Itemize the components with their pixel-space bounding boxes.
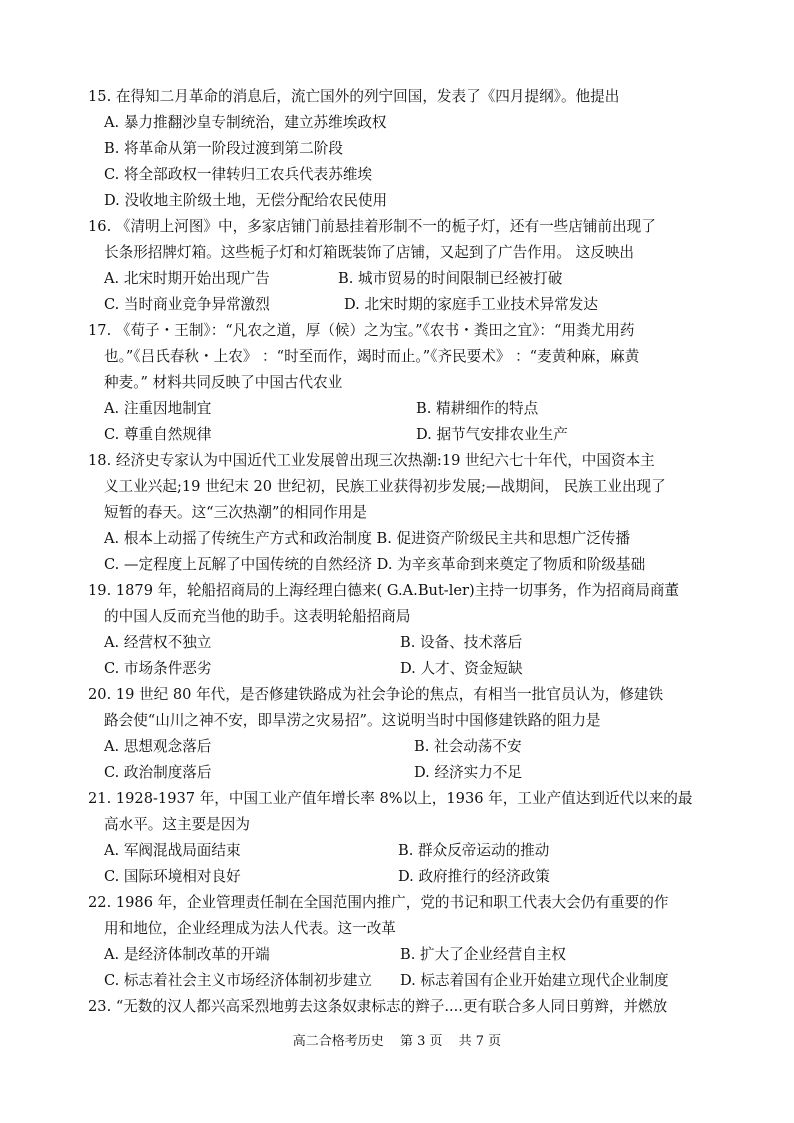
option-d: D. 北宋时期的家庭手工业技术异常发达 bbox=[344, 296, 598, 313]
option-row bbox=[88, 292, 714, 318]
option-b: B. 精耕细作的特点 bbox=[416, 400, 539, 417]
question-18 bbox=[88, 448, 714, 578]
option-b: B. 将革命从第一阶段过渡到第二阶段 bbox=[104, 140, 343, 157]
question-stem-continued: 的中国人反而充当他的助手。这表明轮船招商局 bbox=[104, 608, 411, 625]
question-stem-continued: 长条形招牌灯箱。这些栀子灯和灯箱既装饰了店铺，又起到了广告作用。 这反映出 bbox=[104, 244, 635, 261]
option-d: D. 标志着国有企业开始建立现代企业制度 bbox=[400, 972, 669, 989]
option-a: A. 思想观念落后 bbox=[104, 738, 212, 755]
question-stem-continued: 路会使“山川之神不安，即旱涝之灾易招”。这说明当时中国修建铁路的阻力是 bbox=[104, 712, 601, 729]
option-c: C. 当时商业竞争异常激烈 bbox=[104, 296, 270, 313]
option-row bbox=[88, 864, 714, 890]
question-stem-continued: 短暂的春天。这“三次热潮”的相同作用是 bbox=[104, 504, 368, 521]
question-22 bbox=[88, 890, 714, 994]
exam-page bbox=[88, 84, 714, 1020]
option-row bbox=[88, 734, 714, 760]
option-row bbox=[88, 656, 714, 682]
option-b: B. 群众反帝运动的推动 bbox=[398, 842, 550, 859]
option-a: A. 军阀混战局面结束 bbox=[104, 842, 241, 859]
option-row bbox=[88, 630, 714, 656]
option-row-ab: A. 根本上动摇了传统生产方式和政治制度 B. 促进资产阶级民主共和思想广泛传播 bbox=[104, 530, 631, 547]
footer-total-pages: 共 7 页 bbox=[458, 1034, 502, 1049]
option-a: A. 北宋时期开始出现广告 bbox=[104, 270, 270, 287]
option-row bbox=[88, 942, 714, 968]
option-b: B. 扩大了企业经营自主权 bbox=[400, 946, 566, 963]
option-a: A. 经营权不独立 bbox=[104, 634, 212, 651]
question-stem: 16. 《清明上河图》中，多家店铺门前悬挂着形制不一的栀子灯，还有一些店铺前出现了 bbox=[88, 218, 656, 235]
option-d: D. 据节气安排农业生产 bbox=[416, 426, 568, 443]
question-stem: 23. “无数的汉人都兴高采烈地剪去这条奴隶标志的辫子....更有联合多人同日剪辫，并燃放 bbox=[88, 998, 668, 1015]
option-row-cd: C. —定程度上瓦解了中国传统的自然经济 D. 为辛亥革命到来奠定了物质和阶级基础 bbox=[104, 556, 646, 573]
question-stem: 17. 《荀子・王制》：“凡农之道，厚（候）之为宝。”《农书・粪田之宜》：“用粪尤用药 bbox=[88, 322, 635, 339]
question-21 bbox=[88, 786, 714, 890]
option-row bbox=[88, 760, 714, 786]
question-stem-continued: 也。”《吕氏春秋・上农》 ：“时至而作，竭时而止。”《齐民要术》 ：“麦黄种麻，麻黄 bbox=[104, 348, 640, 365]
question-stem: 19. 1879 年，轮船招商局的上海经理白德来( G.A.But-ler)主持一切事务，作为招商局商董 bbox=[88, 582, 680, 599]
option-c: C. 市场条件恶劣 bbox=[104, 660, 212, 677]
question-stem: 21. 1928-1937 年，中国工业产值年增长率 8%以上，1936 年，工业产值达到近代以来的最 bbox=[88, 790, 693, 807]
question-20 bbox=[88, 682, 714, 786]
option-c: C. 标志着社会主义市场经济体制初步建立 bbox=[104, 972, 373, 989]
question-stem-continued: 种麦。” 材料共同反映了中国古代农业 bbox=[104, 374, 343, 391]
question-16 bbox=[88, 214, 714, 318]
question-17 bbox=[88, 318, 714, 448]
option-row bbox=[88, 968, 714, 994]
question-23 bbox=[88, 994, 714, 1020]
question-stem: 15. 在得知二月革命的消息后，流亡国外的列宁回国，发表了《四月提纲》。他提出 bbox=[88, 88, 620, 105]
option-row bbox=[88, 838, 714, 864]
footer-subject: 高二合格考历史 bbox=[292, 1034, 384, 1049]
option-row bbox=[88, 422, 714, 448]
footer-page-number: 第 3 页 bbox=[399, 1034, 443, 1049]
option-d: D. 人才、资金短缺 bbox=[400, 660, 523, 677]
option-row bbox=[88, 266, 714, 292]
option-a: A. 注重因地制宜 bbox=[104, 400, 212, 417]
question-19 bbox=[88, 578, 714, 682]
question-stem: 20. 19 世纪 80 年代，是否修建铁路成为社会争论的焦点，有相当一批官员认为，修建铁 bbox=[88, 686, 664, 703]
question-stem-continued: 义工业兴起;19 世纪末 20 世纪初，民族工业获得初步发展;—战期间， 民族工业出现了 bbox=[104, 478, 666, 495]
question-stem-continued: 用和地位，企业经理成为法人代表。这一改革 bbox=[104, 920, 396, 937]
option-c: C. 将全部政权一律转归工农兵代表苏维埃 bbox=[104, 166, 373, 183]
option-d: D. 政府推行的经济政策 bbox=[398, 868, 550, 885]
option-b: B. 城市贸易的时间限制已经被打破 bbox=[338, 270, 563, 287]
page-footer bbox=[0, 1030, 794, 1049]
option-a: A. 暴力推翻沙皇专制统治，建立苏维埃政权 bbox=[104, 114, 387, 131]
option-b: B. 设备、技术落后 bbox=[400, 634, 523, 651]
option-c: C. 尊重自然规律 bbox=[104, 426, 212, 443]
question-stem: 22. 1986 年，企业管理责任制在全国范围内推广，党的书记和职工代表大会仍有重要的作 bbox=[88, 894, 669, 911]
option-c: C. 政治制度落后 bbox=[104, 764, 212, 781]
question-stem-continued: 高水平。这主要是因为 bbox=[104, 816, 250, 833]
option-b: B. 社会动荡不安 bbox=[414, 738, 522, 755]
option-d: D. 经济实力不足 bbox=[414, 764, 523, 781]
option-a: A. 是经济体制改革的开端 bbox=[104, 946, 270, 963]
option-c: C. 国际环境相对良好 bbox=[104, 868, 241, 885]
option-row bbox=[88, 396, 714, 422]
option-d: D. 没收地主阶级土地，无偿分配给农民使用 bbox=[104, 192, 388, 209]
question-stem: 18. 经济史专家认为中国近代工业发展曾出现三次热潮:19 世纪六七十年代，中国资本主 bbox=[88, 452, 655, 469]
question-15 bbox=[88, 84, 714, 214]
